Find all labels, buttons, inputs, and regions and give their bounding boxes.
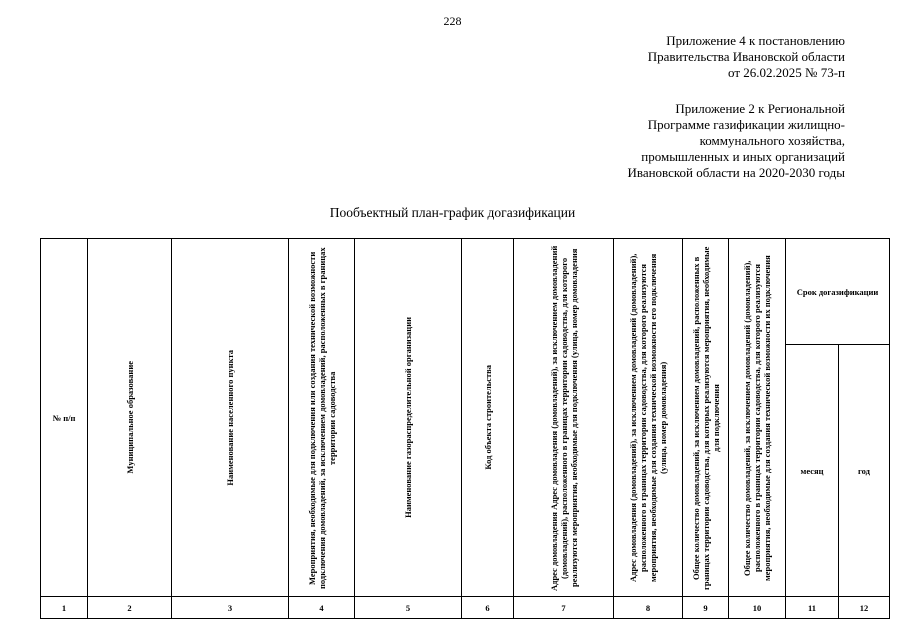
header-cell-month: месяц bbox=[786, 345, 839, 597]
gasification-schedule-table bbox=[40, 238, 890, 619]
header-cell-address-technical bbox=[614, 239, 683, 597]
header-cell-year: год bbox=[839, 345, 890, 597]
column-number: 2 bbox=[88, 597, 172, 619]
appendix-line: Программе газификации жилищно- bbox=[647, 117, 845, 132]
column-number: 12 bbox=[839, 597, 890, 619]
column-number: 5 bbox=[355, 597, 462, 619]
header-text: Мероприятия, необходимые для подключения или создания технической возможности подключения домовладений, за исключением домовладений, расположенных в границах территории садоводства bbox=[306, 246, 337, 589]
header-text: Наименование газораспределительной организации bbox=[403, 317, 413, 518]
header-text: Муниципальное образование bbox=[124, 361, 135, 474]
column-number: 3 bbox=[172, 597, 289, 619]
appendix-line: Приложение 4 к постановлению bbox=[666, 33, 845, 48]
header-text: Общее количество домовладений, за исключением домовладений, расположенных в границах территории садоводства, для которых реализуются мероприятия, необходимые для подключения bbox=[690, 245, 721, 590]
header-cell-measures bbox=[289, 239, 355, 597]
document-title: Пообъектный план-график догазификации bbox=[329, 205, 576, 220]
header-cell-count-technical bbox=[729, 239, 786, 597]
header-cell-settlement bbox=[172, 239, 289, 597]
appendix-line: Приложение 2 к Региональной bbox=[675, 101, 845, 116]
header-cell-municipality bbox=[88, 239, 172, 597]
header-cell-number: № п/п bbox=[41, 239, 88, 597]
header-cell-object-code bbox=[462, 239, 514, 597]
column-number: 1 bbox=[41, 597, 88, 619]
column-number: 4 bbox=[289, 597, 355, 619]
column-number: 10 bbox=[729, 597, 786, 619]
page-number: 228 bbox=[443, 14, 462, 28]
appendix-line: промышленных и иных организаций bbox=[641, 149, 845, 164]
column-number: 9 bbox=[683, 597, 729, 619]
header-cell-term: Срок догазификации bbox=[786, 239, 890, 345]
header-text: Наименование населенного пункта bbox=[225, 349, 235, 486]
appendix-note-resolution bbox=[648, 33, 845, 81]
appendix-note-program bbox=[627, 101, 845, 181]
appendix-line: от 26.02.2025 № 73-п bbox=[728, 65, 845, 80]
table-header-row bbox=[41, 239, 890, 345]
header-text: Адрес домовладения (домовладений), за исключением домовладений (домовладений), расположенного в границах территории садоводства, для которого реализуются мероприятия, необходимые для создания технической возможности его подключения (улица, номер домовладения) bbox=[628, 253, 668, 582]
appendix-line: Ивановской области на 2020-2030 годы bbox=[627, 165, 845, 180]
header-cell-count-connection bbox=[683, 239, 729, 597]
column-number: 11 bbox=[786, 597, 839, 619]
header-text: Адрес домовладения Адрес домовладения (домовладений), за исключением домовладений (домовладений), расположенного в границах территории садоводства, для которого реализуются мероприятия, необходимые для подключения (улица, номер домовладения bbox=[548, 244, 579, 591]
header-text: Код объекта строительства bbox=[482, 365, 493, 470]
column-number: 8 bbox=[614, 597, 683, 619]
column-number: 7 bbox=[514, 597, 614, 619]
header-text: Общее количество домовладений, за исключением домовладений (домовладений), расположенного в границах территории садоводства, для которого реализуются мероприятия, необходимые для создания технической возможности их подключения bbox=[742, 254, 772, 581]
header-cell-gas-org bbox=[355, 239, 462, 597]
column-number: 6 bbox=[462, 597, 514, 619]
header-cell-address-connection bbox=[514, 239, 614, 597]
table-column-numbers-row bbox=[41, 597, 890, 619]
appendix-line: коммунального хозяйства, bbox=[699, 133, 845, 148]
appendix-line: Правительства Ивановской области bbox=[647, 49, 845, 64]
